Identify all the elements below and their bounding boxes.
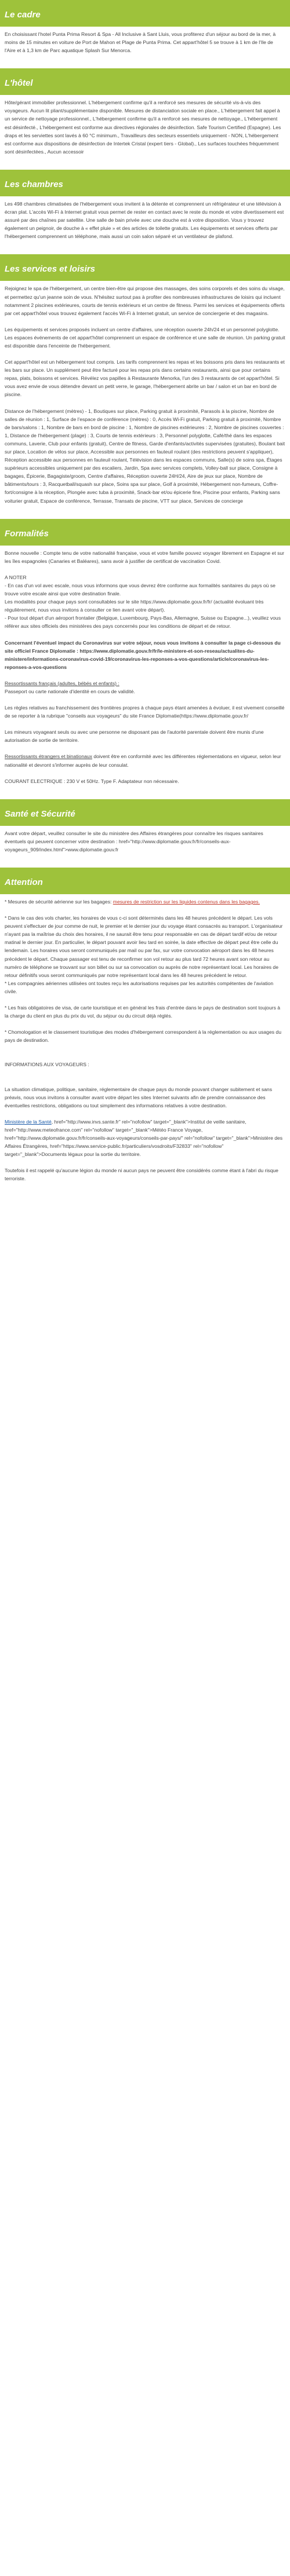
cadre-paragraph: En choisissant l'hotel Punta Prima Resort & Spa - All Inclusive à Sant Lluis, vous profiterez d'un séjour au bord de la mer, à moins de 15 minutes en voiture de Port de Mahon et Plage de Punta Prima. Cet appart'hôtel 5 se trouve à 1 km de l'Ile de l'Aire et à 1,3 km de Parc aquatique Splash Sur Menorca. (5, 31, 276, 54)
ministry-links (5, 1118, 285, 1158)
attention-paragraph-2: * Les frais obligatoires de visa, de carte touristique et en général les frais d'entrée dans le pays de destination sont toujours à la charge du client en plus du prix du vol, du séjour ou du circuit déjà réglés. (5, 1005, 281, 1019)
travelers-text: La situation climatique, politique, sanitaire, réglementaire de chaque pays du monde pouvant changer subitement et sans préavis, nous vous invitons à consulter avant votre départ les sites Internet suivants afin de prendre connaissance des éventuelles restrictions, obligations ou tout simplement des informations relatives à votre destination. (5, 1086, 273, 1108)
section-header-sante: Santé et Sécurité (0, 799, 290, 826)
formalites-foreign (5, 752, 285, 769)
nationals-heading: Ressortissants français (adultes, bébés et enfants) : (5, 680, 119, 686)
services-paragraph-2: Les équipements et services proposés incluent un centre d'affaires, une réception ouverte 24h/24 et un personnel polyglotte. Les espaces événements de cet appart'hôtel comprennent un espace de conférence et une salle de réunion. Un parking gratuit est disponible dans l'enceinte de l'hébergement. (5, 326, 285, 349)
section-header-cadre: Le cadre (0, 0, 290, 27)
final-text: Toutefois il est rappelé qu'aucune légion du monde ni aucun pays ne peuvent être considérés comme étant à l'abri du risque terroriste. (5, 1168, 278, 1182)
measures-intro: * Mesures de sécurité aérienne sur les bagages: (5, 899, 113, 905)
formalites-covid-paragraph: Concernant l'éventuel impact du Coronavirus sur votre séjour, nous vous invitons à consulter la page ci-dessous du site officiel France Diplomatie : https://www.diplomatie.gouv.fr/fr/le-ministere-et-son-reseau/actualites-du-ministere/informations-coronavirus-covid-19/coronavirus-les-reponses-a-vos-questions/article/coronavirus-les-reponses-a-vos-questions (5, 639, 281, 670)
services-paragraph-4: Distance de l'hébergement (mètres) - 1, Boutiques sur place, Parking gratuit à proximité, Parasols à la piscine, Nombre de salles de réunion : 1, Surface de l'espace de conférence (mètres) : 0, Accès Wi-Fi gratuit, Parking gratuit à proximité, Nombre de bars/salons : 1, Nombre de bars en bord de piscine : 1, Nombre de piscines extérieures : 2, Nombre de piscines couvertes : 1, Distance de l'hébergement (plage) : 3, Courts de tennis extérieurs : 3, Personnel polyglotte, Café/thé dans les espaces communs, Laverie, Club pour enfants (gratuit), Centre de fitness, Garde d'enfants/activités supervisées (gratuites), Boulant bait sur place, Location de vélos sur place, Accessible aux personnes en fauteuil roulant (des restrictions peuvent s'appliquer), Réception accessible aux personnes en fauteuil roulant, Télévision dans les espaces communs, Salle(s) de soins spa, Étages supérieurs accessibles uniquement par des escaliers, Jardin, Spa avec services complets, Volley-ball sur place, Consigne à bagages, Épicerie, Bagagiste/groom, Centre d'affaires, Réception ouverte 24H/24, Aire de jeux sur place, Nombre de bâtiments/tours : 3, Racquetball/squash sur place, Soins spa sur place, Golf à proximité, Hébergement non-fumeurs, Coffre-fort/consigne à la réception, Plongée avec tuba à proximité, Snack-bar et/ou épicerie fine, Piscine pour enfants, Parking sans voiturier gratuit, Espace de conférence, Terrasse, Transats de piscine, VTT sur place, Services de concierge (5, 408, 285, 504)
foreign-text: doivent être en conformité avec les différentes réglementations en vigueur, selon leur nationalité et devront s'informer auprès de leur consulat. (5, 753, 281, 768)
ministry-text: , href="http://www.invs.sante.fr" rel="nofollow" target="_blank">Institut de veille sanitaire, href="http://www.meteofrance.com" rel="nofollow" target="_blank">Météo France Voyage, href="http://www.diplomatie.gouv.fr/fr/conseils-aux-voyageurs/conseils-par-pays/" rel="nofollow" target="_blank">Ministère des Affaires Étrangères, href="https://www.service-public.fr/particuliers/vosdroits/F32833" rel="nofollow" target="_blank">Documents légaux pour la sortie du territoire. (5, 1118, 283, 1158)
spacer (5, 1077, 285, 1085)
sante-paragraph: Avant votre départ, veuillez consulter le site du ministère des Affaires étrangères pour connaître les risques sanitaires éventuels qui peuvent concerner votre destination : href="http://www.diplomatie.gouv.fr/fr/conseils-aux-voyageurs_909/index.html">www.diplomatie.gouv.fr (5, 830, 263, 852)
travelers-heading: INFORMATIONS AUX VOYAGEURS : (5, 1062, 89, 1068)
section-body-hotel (0, 95, 290, 170)
services-paragraph-3: Cet appart'hôtel est un hébergement tout compris. Les tarifs comprennent les repas et les boissons pris dans les restaurants et les bars sur place. Un supplément peut être facturé pour les repas pris dans certains restaurants, ainsi que pour certains repas, plats, boissons et services. Révélez vos papilles à Restaurante Menorka, l'un des 3 restaurants de cet appart'hôtel. Si vous avez envie de vous détendre devant un petit verre, le garage, l'hébergement abrite un bar / salon et un bar en bord de piscine. (5, 359, 285, 398)
services-paragraph-1: Rejoignez le spa de l'hébergement, un centre bien-être qui propose des massages, des soins corporels et des soins du visage, et permettez qu'un jeanne soin de vous. N'hésitez surtout pas à profiter des nombreuses infrastructures de loisirs qui incluent notamment 2 piscines extérieures, courts de tennis extérieurs et un centre de fitness. Parmi les services et équipements offerts par cet appart'hôtel vous trouvez également l'accès Wi-Fi à Internet gratuit, un service de conciergerie et des magasins. (5, 286, 285, 316)
measures-restriction-link[interactable]: mesures de restriction sur les liquides contenus dans les bagages. (113, 899, 260, 905)
formalites-paragraph-1: Bonne nouvelle : Compte tenu de votre nationalité française, vous et votre famille pouvez voyager librement en Espagne et sur les îles espagnoles (Canaries et Baléares), sans avoir à justifier de certificat de vaccination Covid. (5, 550, 285, 564)
section-header-formalites: Formalités (0, 519, 290, 546)
section-body-chambres (0, 196, 290, 254)
formalites-rules: Les règles relatives au franchissement des frontières propres à chaque pays étant amenées à évoluer, il est vivement conseillé de se reporter à la rubrique "conseils aux voyageurs" du site France Diplomatie(https://www.diplomatie.gouv.fr/ (5, 705, 285, 719)
section-body-services (0, 281, 290, 518)
section-header-attention: Attention (0, 868, 290, 894)
chambres-paragraph: Les 498 chambres climatisées de l'hébergement vous invitent à la détente et comprennent un réfrigérateur et une télévision à écran plat. L'accès Wi-Fi à Internet gratuit vous permet de rester en contact avec le reste du monde et votre divertissement est assuré par des chaînes par satellite. Une salle de bain privée avec une douche est à votre disposition. Vous y trouvez également un peignoir, de douche à « effet pluie » et des articles de toilette gratuits. Les équipements et services offerts par l'hébergement comprennent un téléphone, mais aussi un coin salon séparé et un ventilateur de plafond. (5, 200, 284, 240)
spacer (5, 1052, 285, 1060)
ministry-health-link[interactable]: Ministère de la Santé (5, 1118, 52, 1125)
section-body-attention (0, 894, 290, 1196)
hotel-paragraph: Hôte/gérant immobilier professionnel. L'hébergement confirme qu'il a renforcé ses mesures de sécurité vis-à-vis des voyageurs. Aucun lit pliant/supplémentaire disponible. Mesures de distanciation sociale en place., L'hébergement fait appel à un service de nettoyage professionnel., L'hébergement confirme qu'il a renforcé ses mesures de nettoyage., L'hébergement est désinfecté., L'hébergement est conforme aux directives régionales de désinfection. Safe Tourism Certified (Espagne). Les draps et les serviettes sont lavés à 60 °C minimum., Travailleurs des secteurs essentiels uniquement - NON, L'hébergement est conforme aux dispositions de désinfection de Intertek Cristal (expert tiers - Global)., Les surfaces touchées fréquemment sont désinfectées., Aucun accessoir (5, 100, 281, 155)
foreign-heading: Ressortissants étrangers et binationaux (5, 753, 92, 760)
formalites-nationals (5, 679, 285, 696)
formalites-minors: Les mineurs voyageant seuls ou avec une personne ne disposant pas de l'autorité parentale doivent être munis d'une autorisation de sortie de territoire. (5, 729, 264, 744)
attention-measures (5, 898, 285, 906)
section-body-formalites (0, 546, 290, 799)
section-body-sante (0, 826, 290, 868)
formalites-paragraph-2: A NOTER - En cas d'un vol avec escale, nous vous informons que vous devrez être conforme aux formalités sanitaires du pays où se trouve votre escale ainsi que votre destination finale. Les modalités pour chaque pays sont consultables sur le site https://www.diplomatie.gouv.fr/fr/ (actualité évoluant très régulièrement, nous vous invitons à consulter ce lien avant votre départ). - Pour tout départ d'un aéroport frontalier (Belgique, Luxembourg, Pays-Bas, Allemagne, Suisse ou Espagne...), veuillez vous référer aux sites officiels des ministères des pays concernés pour les conditions de départ et de retour. (5, 574, 281, 630)
attention-paragraph-3: * Chomologation et le classement touristique des modes d'hébergement correspondent à la réglementation ou aux usages du pays de destination. (5, 1029, 281, 1044)
section-header-hotel: L'hôtel (0, 68, 290, 95)
section-body-cadre (0, 27, 290, 68)
formalites-current: COURANT ELECTRIQUE : 230 V et 50Hz. Type F. Adaptateur non nécessaire. (5, 778, 179, 784)
section-header-chambres: Les chambres (0, 170, 290, 196)
nationals-text: Passeport ou carte nationale d'identité en cours de validité. (5, 688, 135, 694)
attention-paragraph-1: * Dans le cas des vols charter, les horaires de vous c-ci sont déterminés dans les 48 heures précédent le départ. Les vols peuvent s'effectuer de jour comme de nuit, le premier et le dernier jour du voyage étant consacrés au transport. L'organisateur n'ayant pas la maîtrise du choix des horaires, il ne saurait être tenu pour responsable en cas de départ tardif et/ou de retour matinal le dernier jour. En particulier, le départ pouvant avoir lieu tard en soirée, la date effective de départ peut être celle du lendemain. Les horaires vous seront communiqués par mail ou par fax, sur votre convocation aéroport dans les 48 heures précédent le départ. Chaque passager est tenu de reconfirmer son vol retour au plus tard 72 heures avant son retour au numéro de téléphone se trouvant sur son billet ou sur sa convocation ou auprès de notre représentant local. Les horaires de retour définitifs vous seront communiqués par notre représentant local dans les 48 heures précédent le retour. * Les compagnies aériennes utilisées ont toutes reçu les autorisations requises par les autorités compétentes de l'aviation civile. (5, 915, 283, 994)
section-header-services: Les services et loisirs (0, 254, 290, 281)
